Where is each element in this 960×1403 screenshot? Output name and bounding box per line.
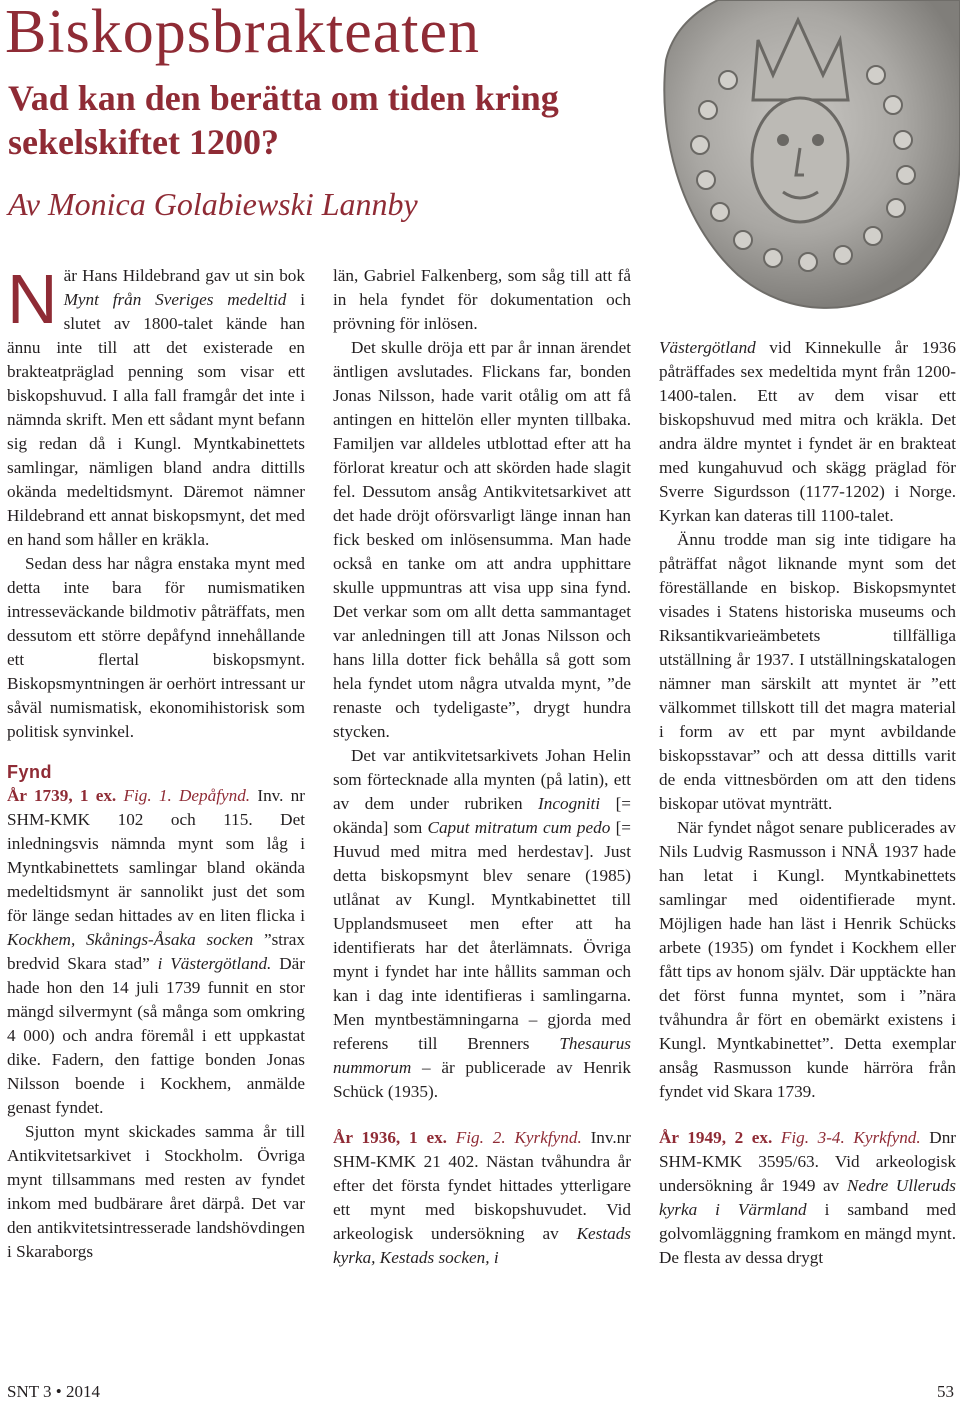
book-title-italic: Mynt från Sveriges medeltid	[63, 290, 287, 309]
body-paragraph: Ännu trodde man sig inte tidigare ha påträffat något liknande mynt som det föreställande en biskop. Biskopsmyntet visades i Statens historiska museums och Riksantikvarieämbetets tillfälliga utställning år 1937. I utställningskatalogen nämner man särskilt att myntet är ”ett välkommet tillskott till det magra material i form av ett par mynt avbildande biskopsstavar” och att dessa dittills varit de enda vittnesbörden om att den tidens biskopar utövat mynträtt.	[659, 530, 956, 813]
article-subtitle: Vad kan den berätta om tiden kring sekelskiftet 1200?	[8, 78, 559, 162]
article-byline: Av Monica Golabiewski Lannby	[8, 186, 418, 222]
body-paragraph: Västergötland vid Kinnekulle år 1936 påträffades sex medeltida mynt från 1200-1400-talen. Ett av dem visar ett biskopshuvud med mitra och kräkla. Det andra äldre myntet i fyndet är en brakteat med kungahuvud och skägg präglad för Sverre Sigurdsson (1177-1202) i Norge. Kyrkan kan dateras till 1100-talet.	[659, 338, 956, 525]
text-run: ”strax bredvid Skara stad”	[7, 930, 305, 973]
body-paragraph: län, Gabriel Falkenberg, som såg till att få in hela fyndet för dokumentation och prövning för inlösen.	[333, 266, 631, 333]
body-paragraph: När fyndet något senare publicerades av Nils Ludvig Rasmusson i NNÅ 1937 hade han letat i Kungl. Myntkabinettets samlingar med oidentifierade mynt. Möjligen hade han läst i Henrik Schücks arbete (1935) om fyndet i Kockhem eller fått tips av honom själv. Där upptäckte han det först funna myntet, som i ”nära tvåhundra år fört en obemärkt existens i Kungl. Myntkabinettet”. Detta exemplar ansåg Rasmusson kunde härröra från fyndet vid Skara 1739.	[659, 818, 956, 1101]
text-run: i slutet av 1800-talet kände han ännu inte till att det existerade en brakteatpräglad penning som visar ett biskopshuvud. I alla fall framgår det inte i nämnda skrift. Men ett sådant mynt befann sig redan då i Kungl. Myntkabinettets samlingar, nämligen bland andra dittills okända medeltidsmynt. Däremot nämner Hildebrand ett annat biskopsmynt, det med en hand som håller en kräkla.	[7, 290, 305, 549]
drop-cap: N	[7, 260, 58, 338]
place-italic: Nedre Ulleruds kyrka i Värmland	[659, 1176, 956, 1219]
place-italic: Kestads kyrka, Kestads socken, i	[333, 1224, 631, 1267]
text-run: är Hans Hildebrand gav ut sin bok	[63, 266, 305, 285]
find-1936-paragraph: År 1936, 1 ex. Fig. 2. Kyrkfynd. Inv.nr SHM-KMK 21 402. Nästan tvåhundra år efter det första fyndet hittades ytterligare ett mynt med biskopshuvudet. Vid arkeologisk undersökning av Kestads kyrka, Kestads socken, i	[333, 1128, 631, 1267]
find-lead: År 1949, 2 ex. Fig. 3-4. Kyrkfynd.	[659, 1128, 921, 1147]
column-1	[7, 260, 305, 1264]
find-lead: År 1739, 1 ex. Fig. 1. Depåfynd.	[7, 786, 251, 805]
text-run: Inv. nr SHM-KMK 102 och 115. Det inledningsvis nämnda mynt som låg i Myntkabinettets samlingar bland okända medeltidsmynt är sannolikt just det som för länge sedan hittades av en liten flicka i	[7, 786, 305, 925]
find-1739-paragraph	[7, 784, 305, 1120]
text-run: Där hade hon den 14 juli 1739 funnit en stor mängd silvermynt (så många som omkring 4 000) och andra föremål i ett uppkastat dike. Fadern, den fattige bonden Jonas Nilsson boende i Kockhem, anmälde genast fyndet.	[7, 954, 305, 1117]
footer-issue: SNT 3 • 2014	[7, 1382, 101, 1401]
bishop-coin-image	[648, 0, 960, 330]
body-paragraph: Sjutton mynt skickades samma år till Antikvitetsarkivet i Stockholm. Övriga mynt tillsammans med resten av fyndet inkom med budbärare året därpå. Det var den antikvitetsintresserade landshövdingen i Skaraborgs	[7, 1122, 305, 1261]
find-1949-paragraph: År 1949, 2 ex. Fig. 3-4. Kyrkfynd. Dnr SHM-KMK 3595/63. Vid arkeologisk undersökning år 1949 av Nedre Ulleruds kyrka i Värmland i samband med golvomläggning framkom en mängd mynt. De flesta av dessa drygt	[659, 1128, 957, 1267]
body-paragraph: Det var antikvitetsarkivets Johan Helin som förtecknade alla mynten (på latin), ett av dem under rubriken Incogniti [= okända] som Caput mitratum cum pedo [= Huvud med mitra med herdestav]. Just detta biskopsmynt blev senare (1985) utlånat av Kungl. Myntkabinettet till Upplandsmuseet men efter att ha identifierats har det återlämnats. Övriga mynt i fyndet har inte hållits samman och kan i dag inte identifieras i samlingarna. Men myntbestämningarna – gjorda med referens till Brenners Thesaurus nummorum – är publicerade av Henrik Schück (1935).	[333, 746, 631, 1101]
page-number: 53	[937, 1382, 954, 1401]
section-heading-fynd: Fynd	[7, 762, 52, 782]
intro-paragraph	[7, 260, 305, 552]
body-paragraph: Det skulle dröja ett par år innan ärendet äntligen avslutades. Flickans far, bonden Jonas Nilsson, hade varit otålig om att få antingen en hittelön eller mynten tillbaka. Familjen var alldeles utblottad efter att ha förlorat kreatur och att skörden hade slagit fel. Dessutom ansåg Antikvitetsarkivet att det hade dröjt oförsvarligt länge innan han fick besked om inlösensumma. Man hade också en tanke om att andra upphittare skulle uppmuntras att visa upp sina fynd. Det verkar som om allt detta sammantaget var anledningen till att Jonas Nilsson och hans lilla dotter fick behålla så gott som hela fyndet utom några utvalda mynt, ”de renaste och tydeligaste”, drygt hundra stycken.	[333, 338, 631, 741]
place-italic: Kockhem, Skånings-Åsaka socken	[7, 930, 254, 949]
place-italic: i Västergötland.	[157, 954, 272, 973]
column-2	[333, 264, 631, 1270]
column-3	[659, 336, 956, 1270]
article-title: Biskopsbrakteaten	[5, 0, 481, 66]
find-lead: År 1936, 1 ex. Fig. 2. Kyrkfynd.	[333, 1128, 582, 1147]
body-paragraph: Sedan dess har några enstaka mynt med detta inte bara för numismatiken intresseväckande bildmotiv påträffats, men dessutom ett större depåfynd innehållande ett flertal biskopsmynt. Biskopsmyntningen är oerhört intressant ur såväl numismatisk, ekonomihistorisk som politisk synvinkel.	[7, 554, 305, 741]
place-italic: Västergötland	[659, 338, 756, 357]
